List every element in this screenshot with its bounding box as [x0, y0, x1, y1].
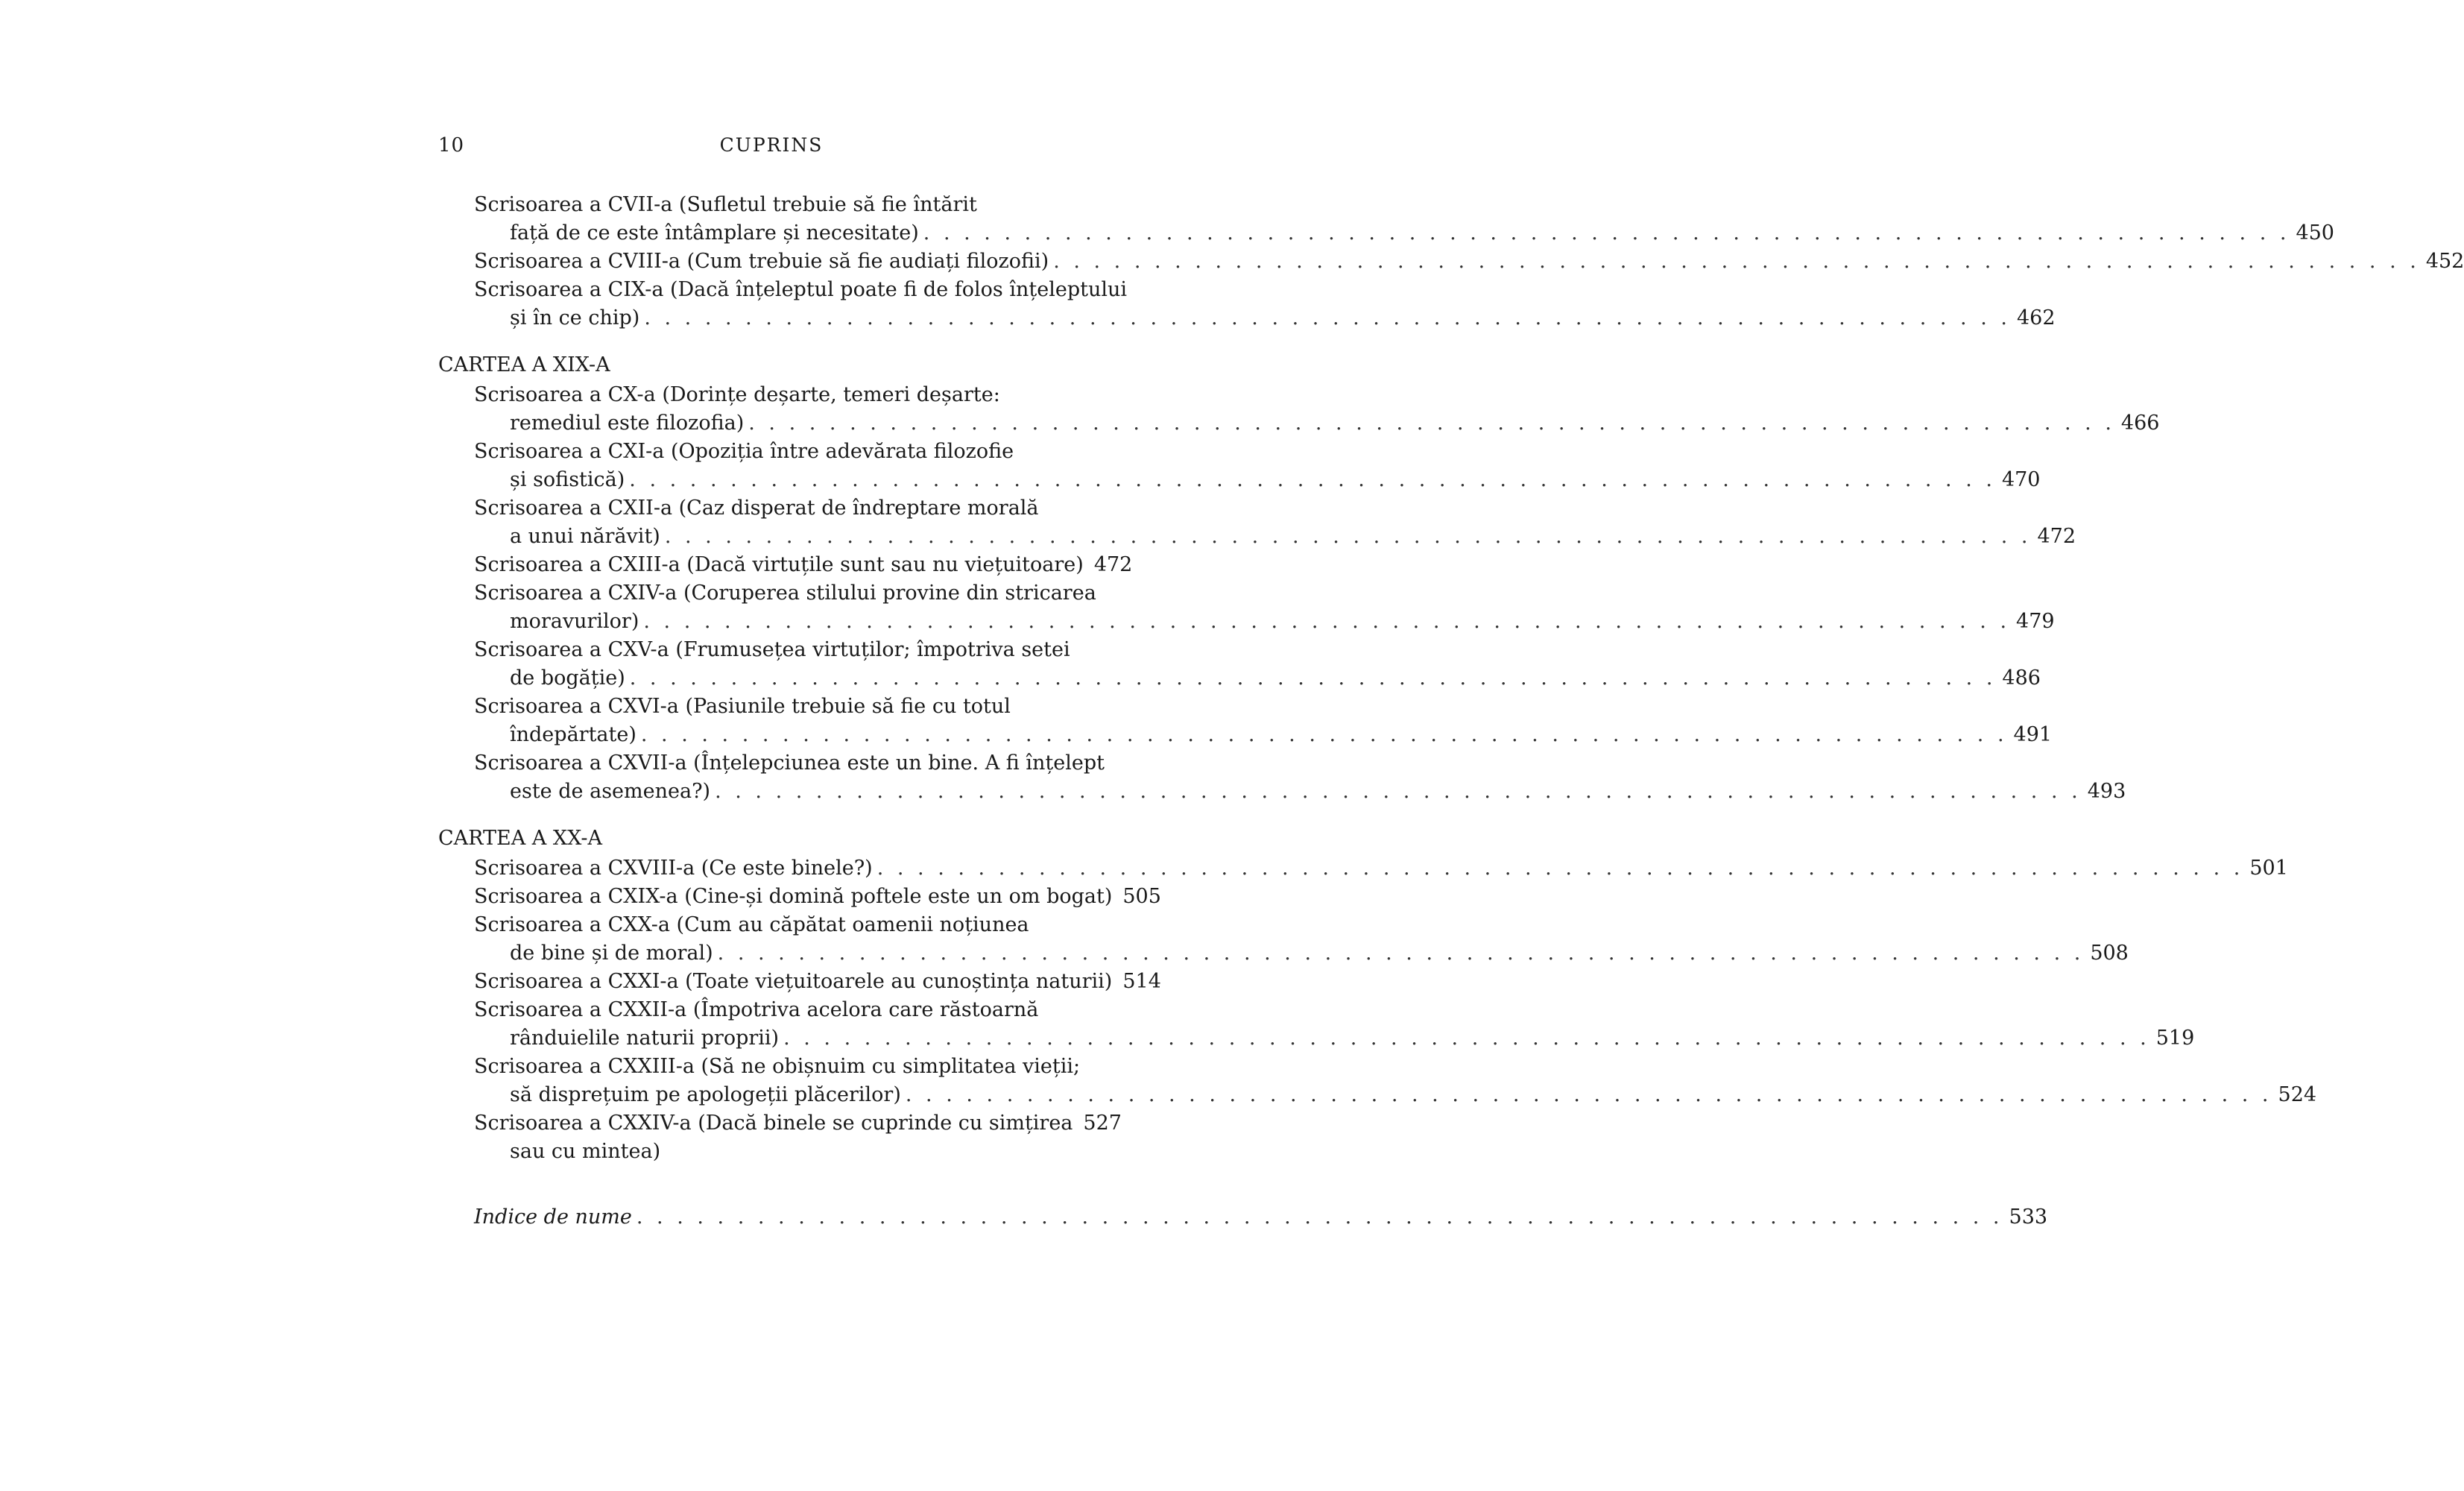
- toc-entry-line: [438, 608, 2055, 636]
- toc-entry[interactable]: [438, 911, 2129, 968]
- entry-text: Scrisoarea a CXII-a (Caz disperat de îndreptare morală: [474, 497, 1039, 520]
- entry-page-number: 524: [2278, 1083, 2317, 1106]
- entry-text: Scrisoarea a CVII-a (Sufletul trebuie să fie întărit: [474, 193, 977, 216]
- toc-entry-line: [438, 466, 2041, 494]
- toc-entry[interactable]: [438, 883, 1161, 911]
- toc-entry[interactable]: [438, 636, 2041, 693]
- dot-leader: . . . . . . . . . . . . . . . . . . . . . . . . . . . . . . . . . . . . . . . . . . . . . . . . . . . . . . . . . . . . . . . . . . . .: [905, 1083, 2272, 1106]
- toc-entry[interactable]: [438, 968, 1161, 996]
- entry-page-number: 501: [2249, 857, 2288, 880]
- toc-entry[interactable]: [438, 1053, 2317, 1109]
- entry-page-number: 491: [2013, 723, 2053, 746]
- dot-leader: . . . . . . . . . . . . . . . . . . . . . . . . . . . . . . . . . . . . . . . . . . . . . . . . . . . . . . . . . . . . . . . . . . . .: [783, 1027, 2150, 1050]
- entry-text: Scrisoarea a CXVI-a (Pasiunile trebuie să fie cu totul: [474, 695, 1011, 718]
- entry-text: de bogăție): [510, 666, 625, 690]
- entry-text: Scrisoarea a CXX-a (Cum au căpătat oamenii noțiunea: [474, 913, 1029, 936]
- toc-entry-line: [438, 1109, 1122, 1138]
- toc-entry[interactable]: [438, 551, 1133, 579]
- toc-entry-line: [438, 968, 1161, 996]
- entry-text: Indice de nume: [474, 1205, 632, 1229]
- toc-entry[interactable]: [438, 381, 2160, 438]
- dot-leader: . . . . . . . . . . . . . . . . . . . . . . . . . . . . . . . . . . . . . . . . . . . . . . . . . . . . . . . . . . . . . . . . . . . .: [717, 942, 2085, 965]
- page-title: CUPRINS: [719, 134, 824, 156]
- dot-leader: . . . . . . . . . . . . . . . . . . . . . . . . . . . . . . . . . . . . . . . . . . . . . . . . . . . . . . . . . . . . . . . . . . . .: [644, 306, 2011, 330]
- toc-entry-line: [438, 1203, 2048, 1232]
- toc-entry-line: [438, 409, 2160, 438]
- entry-text: Scrisoarea a CXVIII-a (Ce este binele?): [474, 857, 873, 880]
- entry-text: Scrisoarea a CXXIII-a (Să ne obișnuim cu simplitatea vieții;: [474, 1055, 1081, 1078]
- entry-text: moravurilor): [510, 610, 639, 633]
- entry-text: Scrisoarea a CXXI-a (Toate viețuitoarele au cunoștința naturii): [474, 970, 1113, 993]
- table-of-contents: [438, 191, 2464, 1232]
- entry-page-number: 505: [1122, 885, 1161, 908]
- entry-text: Scrisoarea a CXVII-a (Înțelepciunea este un bine. A fi înțelept: [474, 751, 1105, 775]
- dot-leader: . . . . . . . . . . . . . . . . . . . . . . . . . . . . . . . . . . . . . . . . . . . . . . . . . . . . . . . . . . . . . . . . . . . .: [664, 525, 2032, 548]
- entry-text: Scrisoarea a CXIII-a (Dacă virtuțile sunt sau nu viețuitoare): [474, 553, 1084, 576]
- entry-text: Scrisoarea a CXXII-a (Împotriva acelora care răstoarnă: [474, 998, 1039, 1021]
- toc-entry[interactable]: [438, 749, 2126, 806]
- dot-leader: . . . . . . . . . . . . . . . . . . . . . . . . . . . . . . . . . . . . . . . . . . . . . . . . . . . . . . . . . . . . . . . . . . . .: [629, 468, 1996, 491]
- entry-page-number: 519: [2155, 1027, 2195, 1050]
- dot-leader: . . . . . . . . . . . . . . . . . . . . . . . . . . . . . . . . . . . . . . . . . . . . . . . . . . . . . . . . . . . . . . . . . . . .: [643, 610, 2011, 633]
- entry-text: față de ce este întâmplare și necesitate): [510, 221, 919, 245]
- toc-entry-line: [438, 523, 2076, 551]
- dot-leader: . . . . . . . . . . . . . . . . . . . . . . . . . . . . . . . . . . . . . . . . . . . . . . . . . . . . . . . . . . . . . . . . . . . .: [715, 780, 2082, 803]
- dot-leader: . . . . . . . . . . . . . . . . . . . . . . . . . . . . . . . . . . . . . . . . . . . . . . . . . . . . . . . . . . . . . . . . . . . .: [640, 723, 2008, 746]
- toc-entry[interactable]: [438, 276, 2056, 332]
- entry-page-number: 472: [1093, 553, 1133, 576]
- entry-text: a unui nărăvit): [510, 525, 660, 548]
- entry-text: sau cu mintea): [510, 1140, 661, 1163]
- entry-page-number: 533: [2009, 1205, 2048, 1229]
- index-entry[interactable]: [438, 1203, 2048, 1232]
- entry-text: rânduielile naturii proprii): [510, 1027, 780, 1050]
- toc-entry[interactable]: [438, 438, 2041, 494]
- entry-text: Scrisoarea a CIX-a (Dacă înțeleptul poate fi de folos înțeleptului: [474, 278, 1127, 301]
- toc-entry-line: [438, 1024, 2195, 1053]
- entry-page-number: 452: [2425, 250, 2464, 273]
- toc-entry[interactable]: [438, 1109, 1122, 1166]
- dot-leader: . . . . . . . . . . . . . . . . . . . . . . . . . . . . . . . . . . . . . . . . . . . . . . . . . . . . . . . . . . . . . . . . . . . .: [876, 857, 2244, 880]
- dot-leader: . . . . . . . . . . . . . . . . . . . . . . . . . . . . . . . . . . . . . . . . . . . . . . . . . . . . . . . . . . . . . . . . . . . .: [1053, 250, 2420, 273]
- section-title: CARTEA A XIX-A: [438, 353, 610, 376]
- entry-text: Scrisoarea a CVIII-a (Cum trebuie să fie audiați filozofii): [474, 250, 1049, 273]
- toc-entry[interactable]: [438, 191, 2334, 248]
- toc-entry[interactable]: [438, 248, 2464, 276]
- dot-leader: . . . . . . . . . . . . . . . . . . . . . . . . . . . . . . . . . . . . . . . . . . . . . . . . . . . . . . . . . . . . . . . . . . . .: [636, 1205, 2003, 1229]
- entry-text: remediul este filozofia): [510, 412, 745, 435]
- toc-entry-line: [438, 664, 2041, 693]
- entry-text: este de asemenea?): [510, 780, 711, 803]
- dot-leader: . . . . . . . . . . . . . . . . . . . . . . . . . . . . . . . . . . . . . . . . . . . . . . . . . . . . . . . . . . . . . . . . . . . .: [629, 666, 1997, 690]
- entry-text: să disprețuim pe apologeții plăcerilor): [510, 1083, 901, 1106]
- toc-entry-line: [438, 1081, 2317, 1109]
- entry-text: Scrisoarea a CXV-a (Frumusețea virtuților; împotriva setei: [474, 638, 1070, 661]
- entry-page-number: 450: [2296, 221, 2334, 245]
- page-number: 10: [438, 134, 465, 157]
- dot-leader: . . . . . . . . . . . . . . . . . . . . . . . . . . . . . . . . . . . . . . . . . . . . . . . . . . . . . . . . . . . . . . . . . . . .: [748, 412, 2115, 435]
- toc-entry-line: [438, 219, 2334, 248]
- entry-page-number: 470: [2001, 468, 2041, 491]
- entry-text: Scrisoarea a CXXIV-a (Dacă binele se cuprinde cu simțirea: [474, 1112, 1073, 1135]
- toc-entry-line: [438, 778, 2126, 806]
- entry-text: Scrisoarea a CXIV-a (Coruperea stilului provine din stricarea: [474, 581, 1096, 605]
- entry-page-number: 486: [2002, 666, 2041, 690]
- entry-text: îndepărtate): [510, 723, 636, 746]
- entry-page-number: 527: [1083, 1112, 1122, 1135]
- toc-entry[interactable]: [438, 693, 2053, 749]
- entry-text: și sofistică): [510, 468, 625, 491]
- entry-page-number: 472: [2037, 525, 2076, 548]
- entry-text: Scrisoarea a CXIX-a (Cine-și domină poftele este un om bogat): [474, 885, 1113, 908]
- entry-page-number: 493: [2087, 780, 2126, 803]
- section-title: CARTEA A XX-A: [438, 827, 602, 850]
- toc-entry-line: [438, 721, 2053, 749]
- entry-text: și în ce chip): [510, 306, 640, 330]
- entry-page-number: 462: [2016, 306, 2056, 330]
- toc-entry-line: [438, 304, 2056, 332]
- running-head: [438, 134, 1105, 164]
- toc-entry-line: [438, 883, 1161, 911]
- toc-entry[interactable]: [438, 854, 2288, 883]
- toc-entry-line: [438, 854, 2288, 883]
- entry-text: de bine și de moral): [510, 942, 713, 965]
- entry-text: Scrisoarea a CX-a (Dorințe deșarte, temeri deșarte:: [474, 383, 1000, 406]
- entry-text: Scrisoarea a CXI-a (Opoziția între adevărata filozofie: [474, 440, 1014, 463]
- toc-entry-line: [438, 939, 2129, 968]
- toc-entry[interactable]: [438, 996, 2195, 1053]
- toc-entry[interactable]: [438, 494, 2076, 551]
- toc-entry-line: [438, 248, 2464, 276]
- toc-entry[interactable]: [438, 579, 2055, 636]
- entry-page-number: 466: [2120, 412, 2160, 435]
- entry-page-number: 514: [1122, 970, 1161, 993]
- entry-page-number: 508: [2090, 942, 2129, 965]
- dot-leader: . . . . . . . . . . . . . . . . . . . . . . . . . . . . . . . . . . . . . . . . . . . . . . . . . . . . . . . . . . . . . . . . . . . .: [923, 221, 2290, 245]
- toc-entry-line: [438, 551, 1133, 579]
- entry-page-number: 479: [2016, 610, 2055, 633]
